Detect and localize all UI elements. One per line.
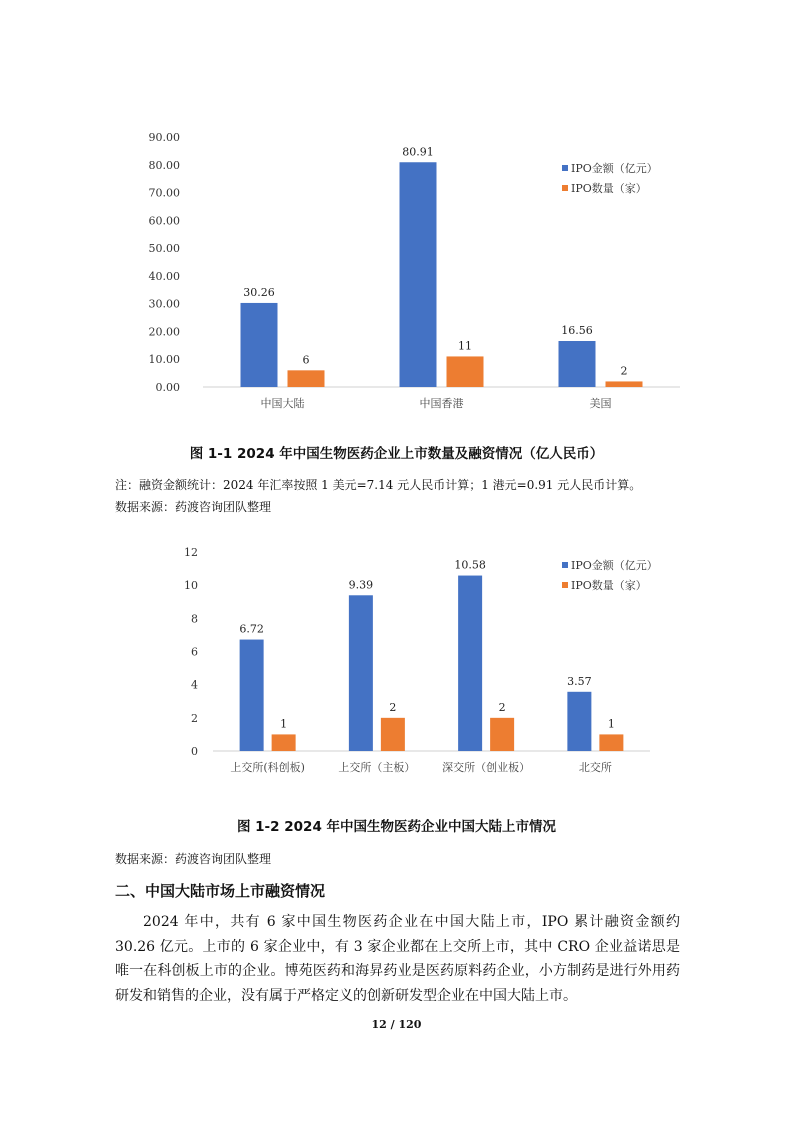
y-tick-label: 80.00 (148, 158, 180, 172)
y-tick-label: 10.00 (148, 353, 180, 367)
figure2-source: 数据来源：药渡咨询团队整理 (115, 852, 272, 866)
data-label: 2 (389, 700, 397, 714)
category-label: 上交所（主板） (338, 761, 416, 774)
category-label: 上交所(科创板) (230, 761, 305, 774)
data-label: 16.56 (561, 324, 593, 337)
y-tick-label: 12 (184, 546, 198, 559)
bar-count (272, 734, 296, 751)
legend-label: IPO数量（家） (571, 182, 647, 195)
y-tick-label: 60.00 (148, 214, 180, 228)
y-tick-label: 8 (191, 612, 198, 626)
y-tick-label: 10 (184, 579, 198, 593)
y-tick-label: 2 (191, 711, 198, 725)
figure1-source: 数据来源：药渡咨询团队整理 (115, 500, 272, 514)
y-tick-label: 4 (191, 678, 198, 692)
bar-amount (458, 576, 482, 751)
section-paragraph: 2024 年中，共有 6 家中国生物医药企业在中国大陆上市，IPO 累计融资金额约 30.26 亿元。上市的 6 家企业中，有 3 家企业都在上交所上市，其中 CRO 企业益诺思是唯一在科创板上市的企业。博苑医药和海昇药业是医药原料药企业，小方制药是进行外用药研发和销售的企业，没有属于严格定义的创新研发型企业在中国大陆上市。 (115, 914, 680, 1004)
bar-amount (567, 692, 591, 751)
y-tick-label: 40.00 (148, 269, 180, 283)
bar-count (381, 718, 405, 751)
y-tick-label: 0.00 (155, 381, 180, 394)
y-tick-label: 0 (191, 745, 198, 758)
category-label: 中国大陆 (260, 397, 305, 410)
figure1-caption: 图 1-1 2024 年中国生物医药企业上市数量及融资情况（亿人民币） (189, 446, 604, 462)
data-label: 11 (458, 339, 472, 353)
data-label: 80.91 (402, 145, 434, 159)
bar-amount (240, 640, 264, 751)
category-label: 北交所 (578, 761, 612, 774)
data-label: 10.58 (454, 558, 486, 572)
legend-label: IPO数量（家） (571, 579, 647, 592)
category-label: 中国香港 (419, 397, 464, 410)
data-label: 1 (280, 717, 288, 731)
legend-label: IPO金额（亿元） (571, 162, 658, 175)
y-tick-label: 70.00 (148, 186, 180, 200)
page-number: 12 / 120 (371, 1018, 422, 1031)
figure2-caption: 图 1-2 2024 年中国生物医药企业中国大陆上市情况 (236, 819, 557, 835)
data-label: 2 (620, 364, 628, 378)
category-label: 美国 (589, 397, 612, 410)
y-tick-label: 90.00 (148, 131, 180, 144)
legend-label: IPO金额（亿元） (571, 559, 658, 572)
data-label: 9.39 (348, 578, 374, 592)
legend-swatch (562, 562, 568, 568)
y-tick-label: 20.00 (148, 325, 180, 339)
legend-swatch (562, 582, 568, 588)
data-label: 6 (302, 353, 310, 367)
y-tick-label: 30.00 (148, 297, 180, 311)
data-label: 1 (607, 717, 615, 731)
bar-count (490, 718, 514, 751)
bar-amount (349, 595, 373, 751)
y-tick-label: 50.00 (148, 242, 180, 256)
data-label: 30.26 (243, 285, 275, 299)
bar-count (599, 734, 623, 751)
data-label: 3.57 (567, 674, 592, 688)
data-label: 2 (498, 700, 506, 714)
figure1-note: 注：融资金额统计：2024 年汇率按照 1 美元=7.14 元人民币计算；1 港元=0.91 元人民币计算。 (115, 478, 642, 492)
data-label: 6.72 (239, 622, 264, 636)
y-tick-label: 6 (191, 645, 198, 659)
category-label: 深交所（创业板） (442, 761, 531, 774)
section-heading: 二、中国大陆市场上市融资情况 (115, 882, 326, 900)
